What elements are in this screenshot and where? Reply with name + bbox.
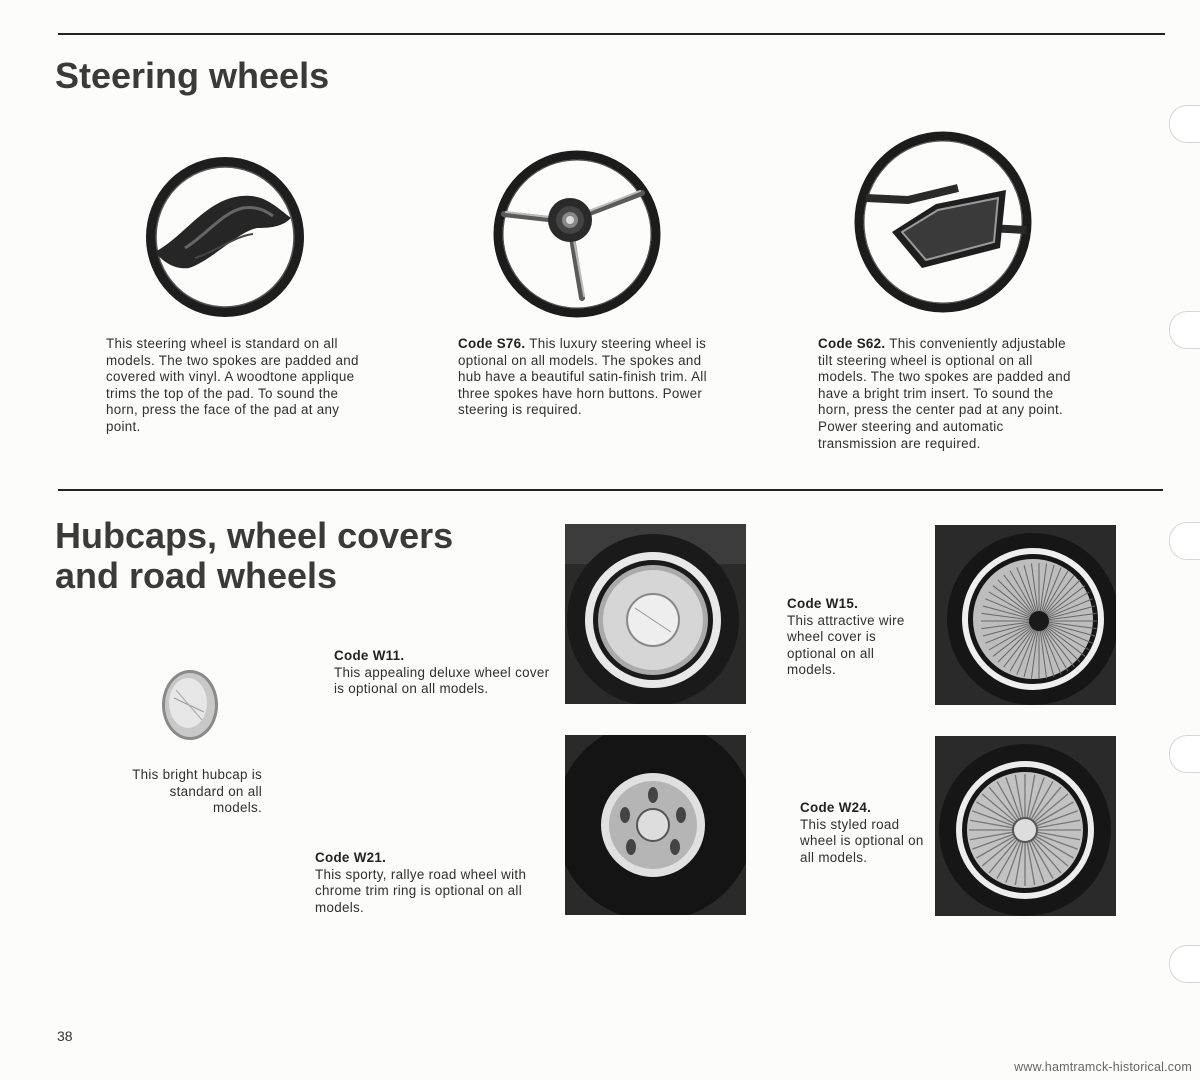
s62-code: Code S62. xyxy=(818,336,886,351)
s76-luxury-steering-wheel-image xyxy=(492,148,662,320)
hubcaps-section-title: Hubcaps, wheel covers and road wheels xyxy=(55,515,454,596)
hubcap-description: This bright hubcap is standard on all models. xyxy=(132,767,262,816)
w15-description: Code W15. This attractive wire wheel cover is optional on all models. xyxy=(787,596,927,679)
binder-hole xyxy=(1169,522,1200,560)
w11-description: Code W11. This appealing deluxe wheel cover is optional on all models. xyxy=(334,648,562,698)
binder-hole xyxy=(1169,105,1200,143)
page-number: 38 xyxy=(57,1028,73,1044)
standard-hubcap-image xyxy=(160,668,220,742)
steering-section-title: Steering wheels xyxy=(55,55,330,96)
w21-description: Code W21. This sporty, rallye road wheel with chrome trim ring is optional on all models. xyxy=(315,850,557,916)
section-divider-rule xyxy=(58,489,1163,491)
s62-description: Code S62. This conveniently adjustable tilt steering wheel is optional on all models. The two spokes are padded and have a bright trim insert. To sound the horn, press the center pad at any point. Power steering and automatic transmission are required. xyxy=(818,336,1071,451)
w21-rallye-road-wheel-image xyxy=(565,735,746,915)
standard-steering-wheel-image xyxy=(145,156,305,318)
binder-hole xyxy=(1169,311,1200,349)
w24-styled-road-wheel-image xyxy=(935,736,1116,916)
watermark: www.hamtramck-historical.com xyxy=(1014,1060,1192,1074)
w11-wheel-cover-image xyxy=(565,524,746,704)
w11-code: Code W11. xyxy=(334,648,405,663)
w24-description: Code W24. This styled road wheel is optional on all models. xyxy=(800,800,928,866)
s76-code: Code S76. xyxy=(458,336,526,351)
w15-code: Code W15. xyxy=(787,596,859,611)
w21-code: Code W21. xyxy=(315,850,387,865)
s76-description: Code S76. This luxury steering wheel is optional on all models. The spokes and hub have a beautiful satin-finish trim. All three spokes have horn buttons. Power steering is required. xyxy=(458,336,707,418)
binder-hole xyxy=(1169,735,1200,773)
s62-tilt-steering-wheel-image xyxy=(848,128,1038,316)
top-rule xyxy=(58,33,1165,35)
binder-hole xyxy=(1169,945,1200,983)
standard-steering-wheel-description: This steering wheel is standard on all models. The two spokes are padded and covered with vinyl. A woodtone applique trims the top of the pad. To sound the horn, press the face of the pad at any point. xyxy=(106,336,359,434)
w15-wire-wheel-cover-image xyxy=(935,525,1116,705)
w24-code: Code W24. xyxy=(800,800,872,815)
